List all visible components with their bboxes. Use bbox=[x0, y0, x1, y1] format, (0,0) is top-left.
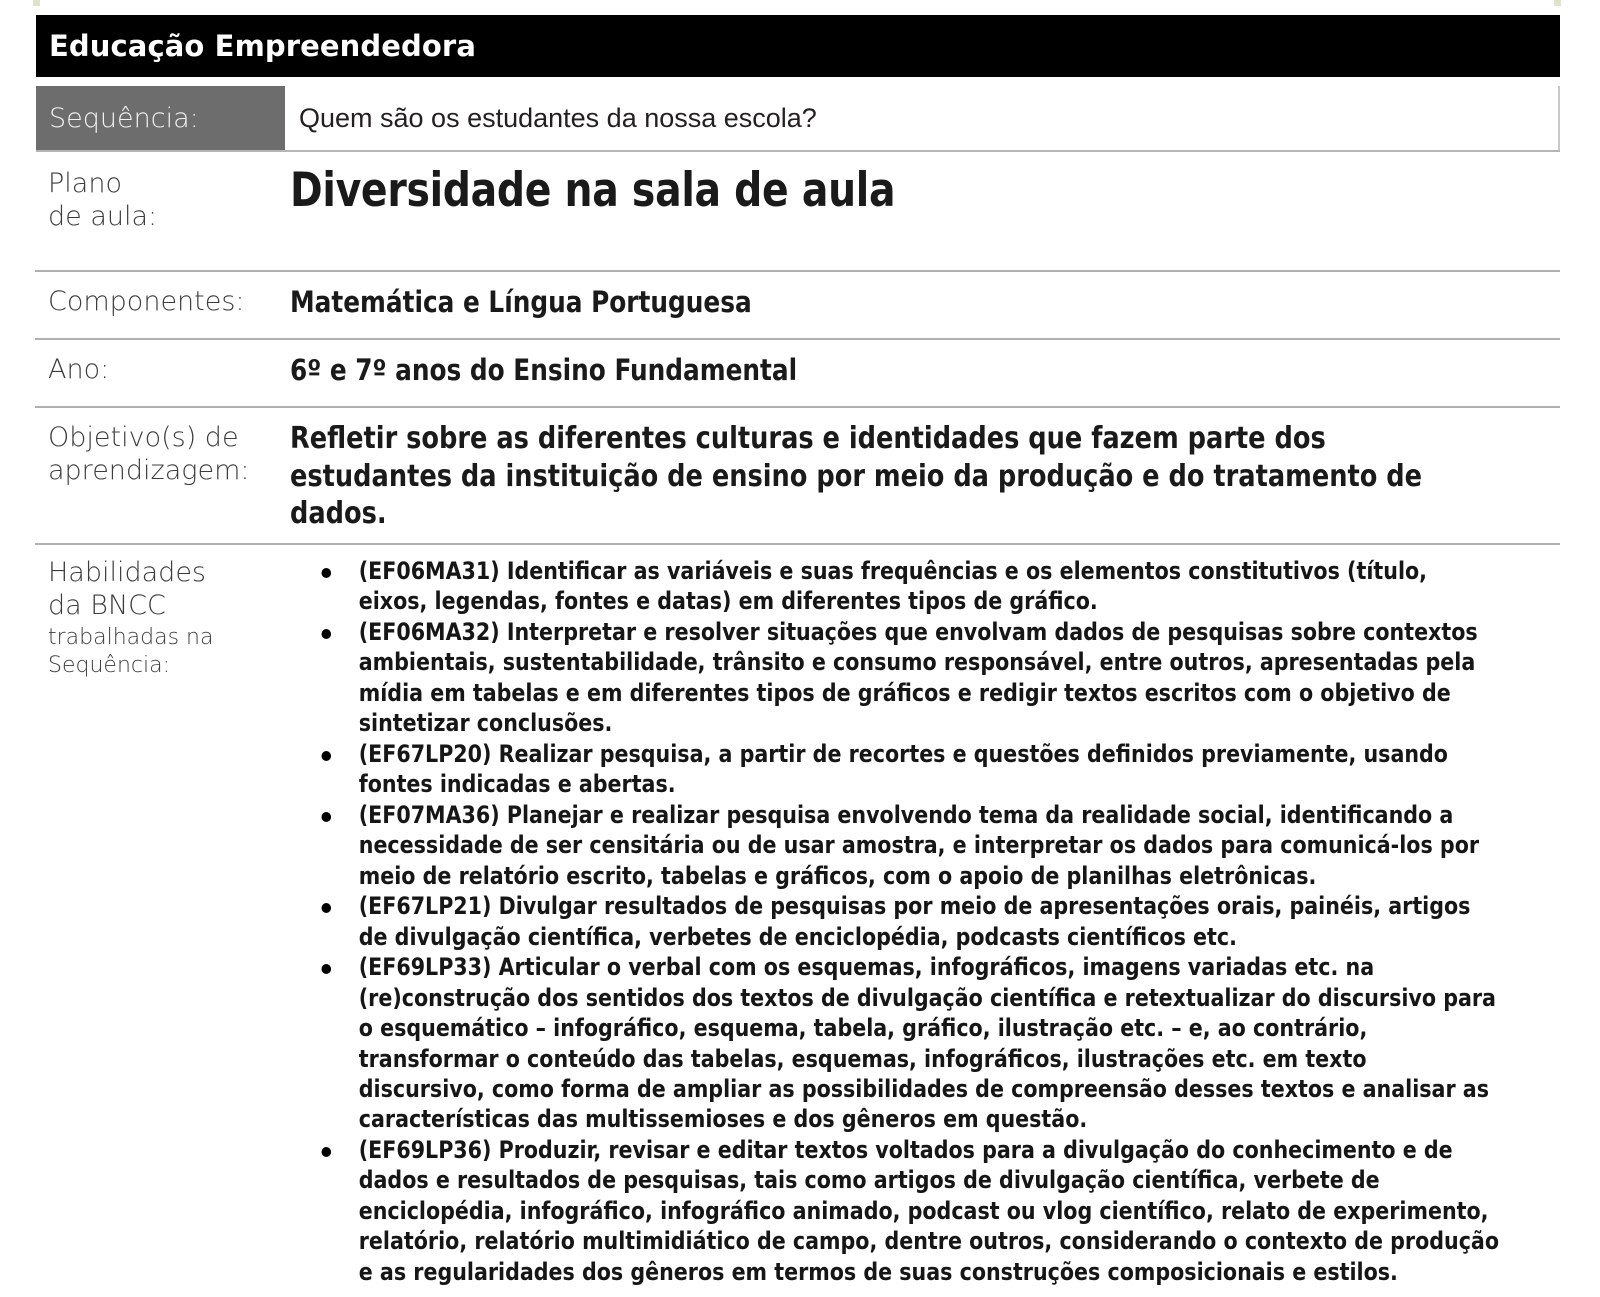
grade-text: 6º e 7º anos do Ensino Fundamental bbox=[290, 353, 798, 387]
sequence-row bbox=[36, 86, 1560, 152]
page-title: Diversidade na sala de aula bbox=[290, 163, 896, 218]
bncc-skill-item: (EF67LP20) Realizar pesquisa, a partir de recortes e questões definidos previamente, usando fontes indicadas e abertas. bbox=[290, 739, 1499, 800]
program-title: Educação Empreendedora bbox=[49, 29, 477, 63]
lesson-plan-row bbox=[35, 152, 1560, 244]
bncc-skill-item: (EF69LP36) Produzir, revisar e editar textos voltados para a divulgação do conhecimento e de dados e resultados de pesquisas, tais como artigos de divulgação científica, verbete de enciclopédia, infográfico, infográfico animado, podcast ou vlog científico, relato de experimento, relatório, relatório multimidiático de campo, dentre outros, considerando o contexto de produção e as regularidades dos gêneros em termos de suas construções composicionais e estilos. bbox=[290, 1135, 1499, 1287]
bncc-skills-row bbox=[35, 543, 1560, 1297]
grade-label: Ano: bbox=[48, 354, 110, 385]
bncc-skills-label-line1: Habilidades bbox=[48, 557, 206, 588]
bncc-skills-label bbox=[35, 545, 290, 1297]
sequence-label: Sequência: bbox=[36, 86, 285, 150]
lesson-plan-label-line1: Plano bbox=[48, 168, 122, 199]
learning-objectives-text: Refletir sobre as diferentes culturas e identidades que fazem parte dos estudantes da instituição de ensino por meio da produção e do tratamento de dados. bbox=[290, 421, 1423, 531]
bncc-skill-item: (EF67LP21) Divulgar resultados de pesquisas por meio de apresentações orais, painéis, artigos de divulgação científica, verbetes de enciclopédia, podcasts científicos etc. bbox=[290, 891, 1499, 952]
components-label: Componentes: bbox=[48, 286, 245, 317]
sequence-value: Quem são os estudantes da nossa escola? bbox=[285, 86, 1560, 150]
bncc-skills-label-sub2: Sequência: bbox=[48, 653, 170, 679]
learning-objectives-row bbox=[35, 406, 1560, 543]
grade-row bbox=[35, 338, 1560, 397]
lesson-plan-label bbox=[35, 152, 290, 244]
lesson-plan-value bbox=[290, 152, 1560, 244]
lesson-plan-label-line2: de aula: bbox=[48, 200, 158, 232]
components-value bbox=[290, 272, 1560, 329]
bncc-skills-label-line2: da BNCC bbox=[48, 589, 166, 621]
learning-objectives-value bbox=[290, 408, 1560, 543]
crop-mark-left-icon bbox=[33, 0, 40, 6]
learning-objectives-label-line2: aprendizagem: bbox=[48, 454, 250, 486]
bncc-skill-item: (EF06MA31) Identificar as variáveis e suas frequências e os elementos constitutivos (título, eixos, legendas, fontes e datas) em diferentes tipos de gráfico. bbox=[290, 556, 1499, 617]
components-row bbox=[35, 270, 1560, 329]
crop-mark-right-icon bbox=[1554, 0, 1561, 6]
learning-objectives-label bbox=[35, 408, 290, 543]
components-text: Matemática e Língua Portuguesa bbox=[290, 285, 752, 319]
bncc-skills-value bbox=[290, 545, 1560, 1297]
bncc-skill-item: (EF69LP33) Articular o verbal com os esquemas, infográficos, imagens variadas etc. na (re)construção dos sentidos dos textos de divulgação científica e retextualizar do discursivo para o esquemático – infográfico, esquema, tabela, gráfico, ilustração etc. – e, ao contrário, transformar o conteúdo das tabelas, esquemas, infográficos, ilustrações etc. em texto discursivo, como forma de ampliar as possibilidades de compreensão desses textos e analisar as características das multissemioses e dos gêneros em questão. bbox=[290, 952, 1499, 1135]
bncc-skills-label-sub1: trabalhadas na bbox=[48, 624, 214, 650]
bncc-skill-item: (EF07MA36) Planejar e realizar pesquisa envolvendo tema da realidade social, identificando a necessidade de ser censitária ou de usar amostra, e interpretar os dados para comunicá-los por meio de relatório escrito, tabelas e gráficos, com o apoio de planilhas eletrônicas. bbox=[290, 800, 1499, 891]
bncc-skills-list bbox=[290, 556, 1556, 1287]
bncc-skill-item: (EF06MA32) Interpretar e resolver situações que envolvam dados de pesquisas sobre contextos ambientais, sustentabilidade, trânsito e consumo responsável, entre outros, apresentadas pela mídia em tabelas e em diferentes tipos de gráficos e redigir textos escritos com o objetivo de sintetizar conclusões. bbox=[290, 617, 1499, 739]
program-banner bbox=[36, 15, 1560, 77]
learning-objectives-label-line1: Objetivo(s) de bbox=[48, 422, 239, 453]
grade-value bbox=[290, 340, 1560, 397]
